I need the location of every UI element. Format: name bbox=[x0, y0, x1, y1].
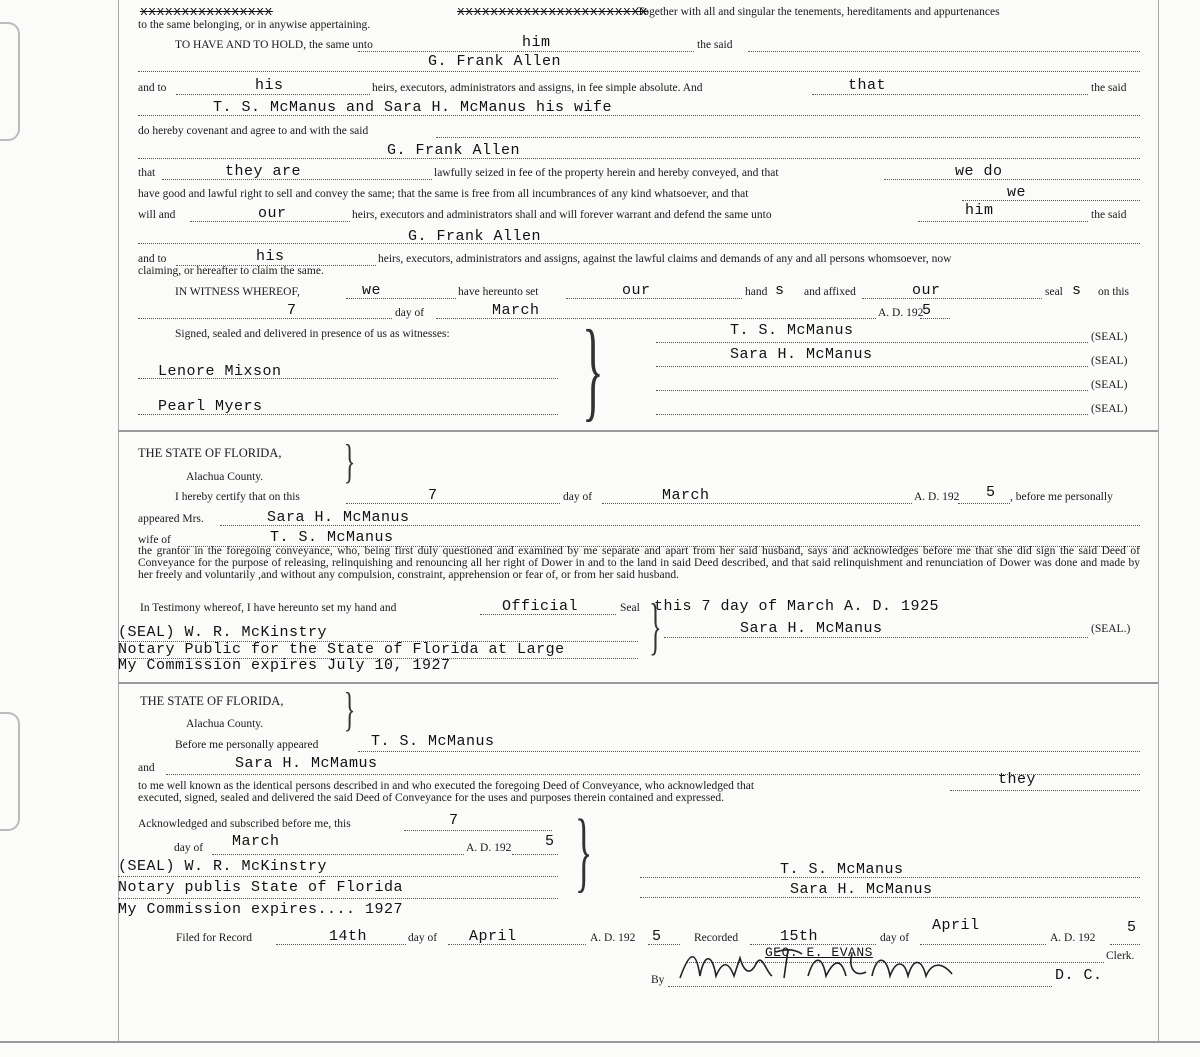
fill-line bbox=[176, 94, 370, 95]
fill-line bbox=[212, 854, 464, 855]
cert1-notary-3: My Commission expires July 10, 1927 bbox=[118, 657, 451, 674]
cert2-notary-3: My Commission expires.... 1927 bbox=[118, 901, 404, 918]
warrant-text: heirs, executors and administrators shall and will forever warrant and defend the same unto bbox=[352, 209, 772, 221]
witness-we: we bbox=[362, 282, 382, 299]
cert2-brace-2: } bbox=[574, 802, 593, 901]
cert2-signer-1: T. S. McManus bbox=[780, 861, 904, 878]
fill-line bbox=[358, 51, 694, 52]
fill-line bbox=[950, 790, 1140, 791]
struck-text-left: xxxxxxxxxxxxxxxx bbox=[140, 4, 273, 19]
cert1-seal-label: (SEAL.) bbox=[1091, 623, 1131, 635]
heirs-value: his bbox=[255, 77, 284, 94]
fill-line bbox=[656, 414, 1088, 415]
struck-text-right: xxxxxxxxxxxxxxxxxxxxxxx bbox=[457, 4, 648, 19]
cert2-county: Alachua County. bbox=[186, 718, 264, 730]
cert2-brace: } bbox=[343, 683, 356, 736]
cert2-executed: executed, signed, sealed and delivered the said Deed of Conveyance for the uses and purposes therein contained and expressed. bbox=[138, 792, 724, 804]
cert1-wife-of: wife of bbox=[138, 534, 171, 546]
seized-value: they are bbox=[225, 163, 302, 180]
seal-2: (SEAL) bbox=[1091, 355, 1128, 367]
witness-whereof: IN WITNESS WHEREOF, bbox=[175, 286, 300, 298]
by-label: By bbox=[651, 974, 665, 986]
grantee-name: G. Frank Allen bbox=[428, 53, 562, 70]
cert1-this-day: this 7 day of March A. D. 1925 bbox=[654, 598, 940, 615]
will-and-label: will and bbox=[138, 209, 176, 221]
cert2-notary-2: Notary publis State of Florida bbox=[118, 879, 404, 896]
rec-year: 5 bbox=[1127, 919, 1137, 936]
fill-line bbox=[918, 221, 1088, 222]
ad-label: A. D. 192 bbox=[878, 307, 924, 319]
cert1-county: Alachua County. bbox=[186, 471, 264, 483]
heirs-text: heirs, executors, administrators and assigns, in fee simple absolute. And bbox=[372, 82, 703, 94]
hand-label: hand bbox=[745, 286, 768, 298]
belonging-clause: to the same belonging, or in anywise appertaining. bbox=[138, 19, 371, 31]
to-have-label: TO HAVE AND TO HOLD, the same unto bbox=[175, 39, 373, 51]
witness-brace: } bbox=[582, 308, 604, 432]
fill-line bbox=[138, 318, 392, 319]
that-label: that bbox=[138, 167, 156, 179]
cert1-before-me: , before me personally bbox=[1010, 491, 1113, 503]
hand-s: s bbox=[775, 282, 785, 299]
filed-label: Filed for Record bbox=[176, 932, 253, 944]
cert2-and: and bbox=[138, 762, 155, 774]
page-bottom-border bbox=[0, 1041, 1200, 1043]
fill-line bbox=[958, 503, 1010, 504]
rec-day: 15th bbox=[780, 928, 819, 945]
witness-year: 5 bbox=[922, 302, 932, 319]
cert1-official: Official bbox=[502, 598, 579, 615]
the-said-label: the said bbox=[697, 39, 733, 51]
fill-line bbox=[358, 751, 1140, 752]
filed-ad: A. D. 192 bbox=[590, 932, 636, 944]
cert1-testimony: In Testimony whereof, I have hereunto set my hand and bbox=[140, 602, 397, 614]
cert2-name-1: T. S. McManus bbox=[371, 733, 495, 750]
clerk-name: GEO. E. EVANS bbox=[765, 945, 873, 960]
cert1-certify: I hereby certify that on this bbox=[175, 491, 300, 503]
cert1-husband: T. S. McManus bbox=[270, 529, 394, 546]
dc-label: D. C. bbox=[1055, 967, 1103, 984]
witness-our-2: our bbox=[912, 282, 941, 299]
fill-line bbox=[962, 200, 1140, 201]
cert1-seal-word: Seal bbox=[620, 602, 640, 614]
fill-line bbox=[512, 854, 558, 855]
clerk-label: Clerk. bbox=[1106, 950, 1135, 962]
cert2-name-2: Sara H. McMamus bbox=[235, 755, 378, 772]
fill-line bbox=[436, 137, 1140, 138]
cert2-day: 7 bbox=[449, 812, 459, 829]
fill-line bbox=[346, 503, 560, 504]
on-this-label: on this bbox=[1098, 286, 1129, 298]
claiming-text: claiming, or hereafter to claim the same. bbox=[138, 265, 324, 277]
and-to-label: and to bbox=[138, 82, 167, 94]
cert2-ad: A. D. 192 bbox=[466, 842, 512, 854]
deputy-clerk-signature bbox=[676, 942, 966, 994]
filed-year: 5 bbox=[652, 928, 662, 945]
fill-line bbox=[748, 51, 1140, 52]
cert1-name: Sara H. McManus bbox=[267, 509, 410, 526]
cert1-month: March bbox=[662, 487, 710, 504]
grantee-name-2: G. Frank Allen bbox=[387, 142, 521, 159]
signature-scrawl bbox=[676, 942, 966, 986]
cert1-day: 7 bbox=[428, 487, 438, 504]
witness-day: 7 bbox=[287, 302, 297, 319]
our-value: our bbox=[258, 205, 287, 222]
cert1-notary-2: Notary Public for the State of Florida at Large bbox=[118, 641, 565, 658]
seal-3: (SEAL) bbox=[1091, 379, 1128, 391]
cert2-acknowledged: Acknowledged and subscribed before me, this bbox=[138, 818, 351, 830]
cert1-sig-brace: } bbox=[649, 590, 662, 661]
rec-month: April bbox=[932, 917, 980, 934]
day-of-label: day of bbox=[395, 307, 425, 319]
affixed-label: and affixed bbox=[804, 286, 856, 298]
fill-line bbox=[656, 342, 1088, 343]
section-divider-1 bbox=[118, 430, 1158, 432]
recorded-label: Recorded bbox=[694, 932, 739, 944]
fill-line bbox=[862, 298, 1042, 299]
fill-line bbox=[664, 637, 1088, 638]
signer-1: T. S. McManus bbox=[730, 322, 854, 339]
cert1-brace: } bbox=[343, 435, 356, 488]
claims-text: heirs, executors, administrators and assigns, against the lawful claims and demands of any and all persons whomsoever, now bbox=[378, 253, 952, 265]
fill-line bbox=[656, 390, 1088, 391]
cert1-state: THE STATE OF FLORIDA, bbox=[138, 446, 282, 460]
him-value: him bbox=[965, 202, 994, 219]
cert1-appeared: appeared Mrs. bbox=[138, 513, 204, 525]
seal-s: s bbox=[1072, 282, 1082, 299]
binder-ring-top bbox=[0, 22, 20, 141]
cert1-ad: A. D. 192 bbox=[914, 491, 960, 503]
covenant-text: do hereby covenant and agree to and with the said bbox=[138, 125, 369, 137]
witness-month: March bbox=[492, 302, 540, 319]
witness-1-name: Lenore Mixson bbox=[158, 363, 282, 380]
seal-label: seal bbox=[1045, 286, 1063, 298]
rec-ad: A. D. 192 bbox=[1050, 932, 1096, 944]
witness-2-name: Pearl Myers bbox=[158, 398, 263, 415]
fill-line bbox=[602, 503, 912, 504]
fill-line bbox=[920, 318, 950, 319]
fill-line bbox=[884, 179, 1140, 180]
and-to-label-2: and to bbox=[138, 253, 167, 265]
seized-text: lawfully seized in fee of the property herein and hereby conveyed, and that bbox=[434, 167, 779, 179]
the-said-label-2: the said bbox=[1091, 82, 1127, 94]
page-right-border bbox=[1158, 0, 1159, 1042]
filed-day-of: day of bbox=[408, 932, 438, 944]
seal-4: (SEAL) bbox=[1091, 403, 1128, 415]
fill-line bbox=[566, 298, 742, 299]
grantors-names: T. S. McManus and Sara H. McManus his wife bbox=[213, 99, 613, 116]
fill-line bbox=[404, 830, 552, 831]
cert1-notary-1: (SEAL) W. R. McKinstry bbox=[118, 624, 328, 641]
fill-line bbox=[166, 774, 1140, 775]
cert1-body: the grantor in the foregoing conveyance, who, being first duly questioned and examined by me separate and apart from her said husband, says and acknowledges before me that she did sign the said Deed of Conveyance for the purpose of releasing, relinquishing and renouncing all her right of Dower in and to the land in said Deed described, and that said relinquishment and renunciation of Dower was done and made by her freely and voluntarily ,and without any compulsion, constraint, apprehension or fear of, or from her said husband. bbox=[138, 545, 1140, 581]
the-said-label-3: the said bbox=[1091, 209, 1127, 221]
cert2-body: to me well known as the identical persons described in and who executed the foregoing Deed of Conveyance, who acknowledged that bbox=[138, 780, 755, 792]
unto-value: him bbox=[522, 34, 551, 51]
fill-line bbox=[656, 366, 1088, 367]
fill-line bbox=[118, 898, 558, 899]
cert2-year: 5 bbox=[545, 833, 555, 850]
grantee-name-3: G. Frank Allen bbox=[408, 228, 542, 245]
fill-line bbox=[138, 71, 1140, 72]
cert2-before-me: Before me personally appeared bbox=[175, 739, 319, 751]
have-set-label: have hereunto set bbox=[458, 286, 539, 298]
fill-line bbox=[812, 94, 1088, 95]
cert2-state: THE STATE OF FLORIDA, bbox=[140, 694, 284, 708]
fill-line bbox=[1110, 944, 1140, 945]
seal-1: (SEAL) bbox=[1091, 331, 1128, 343]
together-clause: Together with all and singular the tenements, hereditaments and appurtenances bbox=[637, 6, 1000, 18]
section-divider-2 bbox=[118, 682, 1158, 684]
cert1-signer: Sara H. McManus bbox=[740, 620, 883, 637]
cert2-signer-2: Sara H. McManus bbox=[790, 881, 933, 898]
filed-month: April bbox=[469, 928, 517, 945]
fill-line bbox=[138, 243, 1140, 244]
cert1-day-of: day of bbox=[563, 491, 593, 503]
witness-our: our bbox=[622, 282, 651, 299]
binder-ring-bottom bbox=[0, 712, 20, 831]
cert1-year: 5 bbox=[986, 484, 996, 501]
filed-day: 14th bbox=[329, 928, 368, 945]
rec-day-of: day of bbox=[880, 932, 910, 944]
signed-sealed-text: Signed, sealed and delivered in presence of us as witnesses: bbox=[175, 328, 450, 340]
cert2-notary-1: (SEAL) W. R. McKinstry bbox=[118, 858, 328, 875]
fill-line bbox=[118, 876, 558, 877]
fill-line bbox=[138, 158, 1140, 159]
cert2-day-of: day of bbox=[174, 842, 204, 854]
that-value: that bbox=[848, 77, 887, 94]
we-do-value: we do bbox=[955, 163, 1003, 180]
good-right-text: have good and lawful right to sell and convey the same; that the same is free from all incumbrances of any kind whatsoever, and that bbox=[138, 188, 749, 200]
signer-2: Sara H. McManus bbox=[730, 346, 873, 363]
cert2-month: March bbox=[232, 833, 280, 850]
we-value: we bbox=[1007, 184, 1027, 201]
cert2-they: they bbox=[998, 771, 1037, 788]
his-value-2: his bbox=[256, 248, 285, 265]
